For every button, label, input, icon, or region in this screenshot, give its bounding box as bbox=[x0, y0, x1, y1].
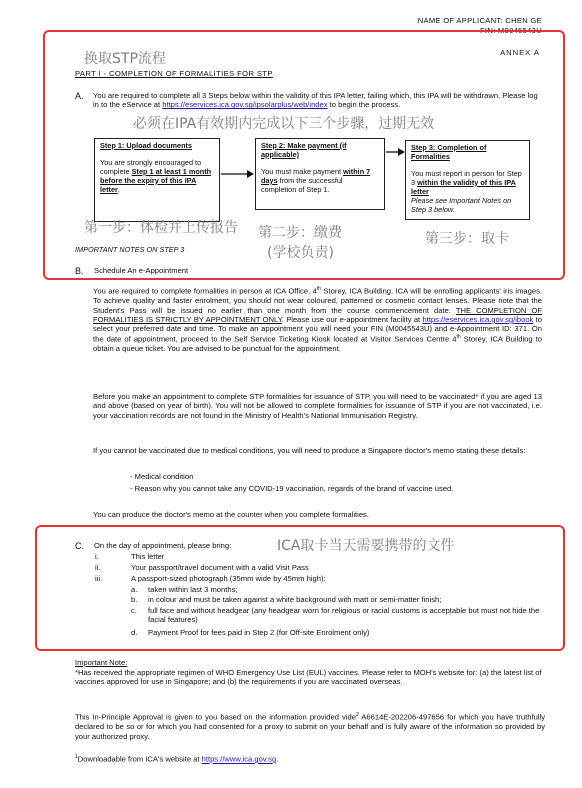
step-2-box bbox=[255, 138, 385, 210]
eservice-link[interactable]: https://eservices.ica.gov.sg/ipsolarplus/web/index bbox=[162, 100, 328, 110]
step-3-box bbox=[405, 140, 530, 220]
section-b-paragraph-1: You are required to complete formalities in person at ICA Office, 4th Storey, ICA Building. ICA will be enrolling applicants' iris images. To achieve quality and faster enrolment, you should not wear coloured, patterned or cosmetic contact lenses. Please note that the Student's Pass will be issued no earlier than one month from the course commencement date. THE COMPLETION OF FORMALITIES IS STRICTLY BY APPOINTMENT ONLY. Please use our e-appointment facility at https://eservices.ica.gov.sg/ibook to select your preferred date and time. To make an appointment you will need your FIN (M0045543U) and e-Appointment ID: 371. On the date of appointment, proceed to the Self Service Ticketing Kiosk located at Visitor Services Centre 4th Storey, ICA Building to obtain a queue ticket. You are advised to be punctual for the appointment. bbox=[93, 286, 543, 353]
arrow-right-icon bbox=[386, 146, 406, 158]
section-c-letter: C. bbox=[75, 541, 84, 551]
section-c-item: A passport-sized photograph (35mm wide by 45mm high): bbox=[131, 574, 326, 583]
step-3-title: Step 3: Completion of Formalities bbox=[411, 143, 487, 161]
section-b-bullet-2: - Reason why you cannot take any COVID-19 vaccination, regards of the brand of vaccine used. bbox=[130, 484, 454, 493]
section-c-subitem-num: a. bbox=[131, 585, 138, 594]
arrow-right-icon bbox=[221, 168, 255, 180]
section-c-subitem: taken within last 3 months; bbox=[148, 585, 238, 594]
section-b-paragraph-3: If you cannot be vaccinated due to medical conditions, you will need to produce a Singapore doctor's memo stating these details: bbox=[93, 446, 526, 455]
section-c-item: This letter bbox=[131, 552, 165, 561]
section-c-subitem: Payment Proof for fees paid in Step 2 (for Off-site Enrolment only) bbox=[148, 628, 370, 637]
section-c-heading: On the day of appointment, please bring: bbox=[94, 541, 232, 550]
part-title: PART I - COMPLETION OF FORMALITIES FOR STP bbox=[75, 69, 273, 78]
important-note-paragraph-1: *Has received the appropriate regimen of WHO Emergency Use List (EUL) vaccines. Please refer to MOH's website for: (a) the latest list of vaccines approved for use in Singapore; and (b) the requirements if you are vaccinated overseas. bbox=[75, 668, 542, 687]
step-2-title: Step 2: Make payment (if applicable) bbox=[261, 141, 347, 159]
section-a-text: You are required to complete all 3 Steps below within the validity of this IPA letter, failing which, this IPA will be withdrawn. Please log in to the eService at https://eservices.ica.gov.sg/ipsolarplus/web/index to begin the process. bbox=[93, 91, 538, 110]
annotation-validity-note: 必须在IPA有效期内完成以下三个步骤，过期无效 bbox=[133, 116, 435, 132]
section-b-paragraph-4: You can produce the doctor's memo at the counter when you complete formalities. bbox=[93, 510, 369, 519]
annotation-step-1: 第一步：体检并上传报告 bbox=[84, 220, 238, 236]
important-note-paragraph-2: This In-Principle Approval is given to you based on the information provided vide$^2$ A6614E-202206-497656 for which you have truthfully declared to be so or for which you had consented for a proxy to submit on your behalf and is fully aware of the information so provided by your authorized proxy. bbox=[75, 712, 546, 741]
section-c-item: Your passport/travel document with a valid Visit Pass bbox=[131, 563, 309, 572]
section-c-subitem-num: b. bbox=[131, 595, 138, 604]
annotation-step-3: 第三步：取卡 bbox=[425, 231, 509, 247]
section-b-bullet-1: - Medical condition bbox=[130, 472, 194, 481]
step-1-title: Step 1: Upload documents bbox=[100, 141, 193, 150]
section-c-subitem-num: c. bbox=[131, 606, 137, 615]
annotation-documents-note: ICA取卡当天需要携带的文件 bbox=[277, 538, 455, 554]
section-c-item-num: ii. bbox=[95, 563, 101, 572]
step-3-body: You must report in person for Step 3 within the validity of this IPA letter bbox=[411, 168, 522, 196]
annotation-step-2: 第二步：缴费 bbox=[258, 225, 342, 241]
ica-website-link[interactable]: https://www.ica.gov.sg bbox=[201, 754, 277, 764]
step-3-note: Please see Important Notes on Step 3 below. bbox=[411, 195, 512, 214]
applicant-name: NAME OF APPLICANT: CHEN GE bbox=[417, 16, 542, 25]
section-c-item-num: iii. bbox=[95, 574, 103, 583]
section-b-heading: Schedule An e-Appointment bbox=[94, 266, 189, 275]
section-c-subitem: in colour and must be taken against a white background with matt or semi-matter finish; bbox=[148, 595, 442, 604]
important-notes-step3: IMPORTANT NOTES ON STEP 3 bbox=[75, 245, 185, 254]
step-2-body: You must make payment within 7 days from the successful completion of Step 1. bbox=[261, 166, 371, 194]
footnote: $^1$Downloadable from ICA's website at https://www.ica.gov.sg. bbox=[75, 754, 279, 764]
section-c-item-num: i. bbox=[95, 552, 99, 561]
section-b-paragraph-2: Before you make an appointment to complete STP formalities for issuance of STP, you will need to be vaccinated* if you are aged 13 and above (based on year of birth). You will not be allowed to complete formalities for issuance of STP if you are not vaccinated, i.e. your vaccination records are not found in the Ministry of Health's National Immunisation Registry. bbox=[93, 392, 542, 420]
important-note-heading: Important Note: bbox=[75, 658, 128, 667]
section-b-letter: B. bbox=[75, 266, 84, 276]
annotation-step-2-school: (学校负责) bbox=[267, 245, 334, 261]
section-c-subitem: full face and without headgear (any headgear worn for religious or racial customs is acceptable but must not hide the facial features) bbox=[148, 606, 540, 625]
annex-label: ANNEX A bbox=[500, 48, 540, 57]
section-c-subitem-num: d. bbox=[131, 628, 138, 637]
step-1-box bbox=[94, 138, 220, 222]
applicant-fin: FIN: M0045543U bbox=[479, 26, 542, 35]
step-1-body: You are strongly encouraged to complete Step 1 at least 1 month before the expiry of this IPA letter. bbox=[100, 157, 212, 194]
annotation-stp-process-title: 换取STP流程 bbox=[84, 51, 166, 67]
section-a-letter: A. bbox=[75, 91, 84, 101]
ibook-link[interactable]: https://eservices.ica.gov.sg/ibook bbox=[422, 314, 534, 324]
